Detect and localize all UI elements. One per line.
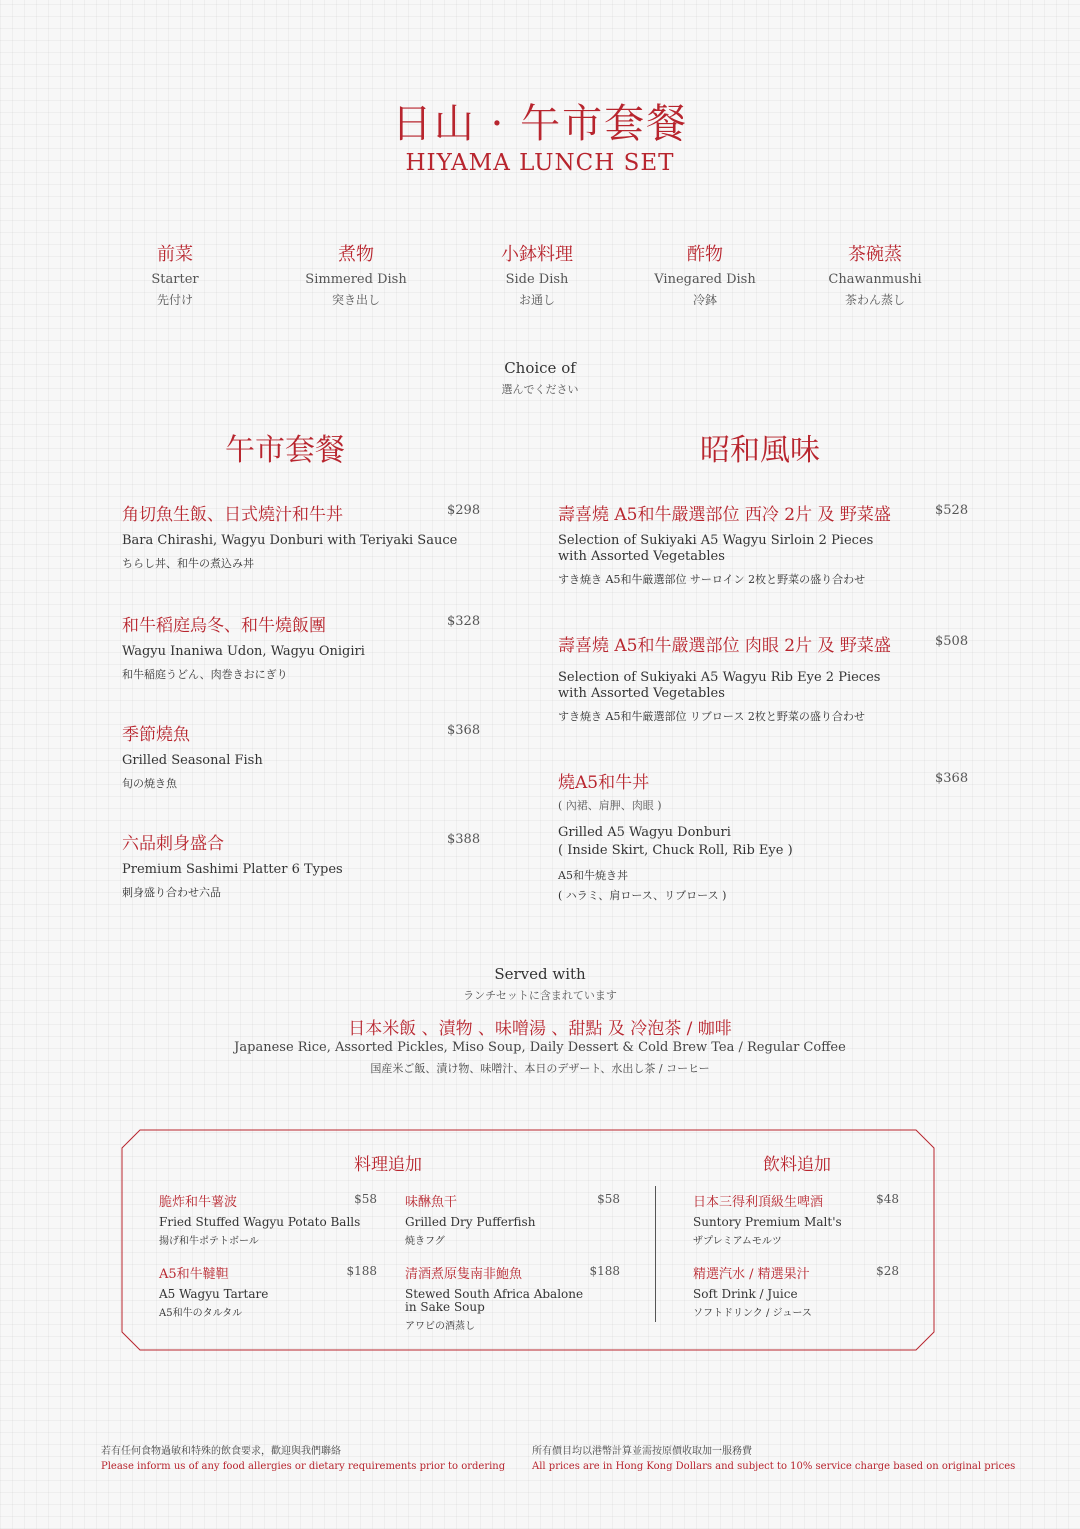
menu-item xyxy=(122,720,481,791)
course-name-cn: 前菜 xyxy=(157,244,193,265)
menu-item-desc-jp: 刺身盛り合わせ六品 xyxy=(122,886,221,899)
addon-item-jp: 焼きフグ xyxy=(405,1236,445,1247)
addon-item-jp: A5和牛のタルタル xyxy=(159,1308,243,1319)
menu-item-name: 燒A5和牛丼 xyxy=(558,773,650,793)
addon-item-name: 精選汽水 / 精選果汁 xyxy=(693,1267,810,1282)
allergy-notice-en: Please inform us of any food allergies or dietary requirements prior to ordering xyxy=(101,1461,506,1472)
course-side-dish xyxy=(447,240,627,308)
course-vinegared xyxy=(615,240,795,308)
menu-item xyxy=(122,611,481,682)
addon-item-en: Suntory Premium Malt's xyxy=(693,1215,842,1229)
menu-item-desc-en: Selection of Sukiyaki A5 Wagyu Rib Eye 2 Pieces with Assorted Vegetables xyxy=(558,670,881,701)
menu-item-price: $528 xyxy=(935,503,969,518)
menu-item-name: 角切魚生飯、日式燒汁和牛丼 xyxy=(122,505,343,525)
addon-drink-item xyxy=(693,1263,899,1319)
menu-item-desc-en: Premium Sashimi Platter 6 Types xyxy=(122,862,343,877)
addon-item-price: $58 xyxy=(354,1192,377,1206)
addon-item-price: $48 xyxy=(876,1192,899,1206)
addon-drink-item xyxy=(693,1191,899,1247)
addon-item-name: 味醂魚干 xyxy=(405,1195,458,1210)
allergy-notice xyxy=(101,1444,505,1474)
menu-item-desc-jp: 和牛稲庭うどん、肉巻きおにぎり xyxy=(122,668,288,681)
addon-item-name: A5和牛韃靼 xyxy=(159,1267,229,1282)
menu-item xyxy=(558,631,968,724)
menu-item-price: $328 xyxy=(447,614,481,629)
course-name-jp: 先付け xyxy=(156,293,193,307)
menu-item-desc-jp: すき焼き A5和牛厳選部位 サーロイン 2枚と野菜の盛り合わせ xyxy=(558,573,866,586)
menu-item-sub-cn: ( 內裙、肩胛、肉眼 ) xyxy=(558,799,662,812)
course-name-en: Side Dish xyxy=(505,272,569,287)
right-column-title: 昭和風味 xyxy=(700,433,820,468)
served-with-items-jp: 国産米ご飯、漬け物、味噌汁、本日のデザート、水出し茶 / コーヒー xyxy=(370,1062,710,1075)
addon-item-en: Grilled Dry Pufferfish xyxy=(405,1215,536,1229)
page-title: 日山 · 午市套餐 xyxy=(391,101,689,147)
menu-item-name: 和牛稻庭烏冬、和牛燒飯團 xyxy=(122,616,326,636)
addon-item-name: 日本三得利頂級生啤酒 xyxy=(693,1195,824,1210)
price-notice xyxy=(532,1444,1015,1474)
addon-item-jp: ソフトドリンク / ジュース xyxy=(693,1308,812,1319)
menu-item-desc-en: Selection of Sukiyaki A5 Wagyu Sirloin 2 Pieces with Assorted Vegetables xyxy=(558,533,874,564)
menu-item-desc-en: Grilled Seasonal Fish xyxy=(122,753,263,768)
addon-item xyxy=(405,1191,620,1247)
addon-item-en: Fried Stuffed Wagyu Potato Balls xyxy=(159,1215,361,1229)
price-notice-cn: 所有價目均以港幣計算並需按原價收取加一服務費 xyxy=(532,1446,752,1457)
course-simmered xyxy=(266,240,446,308)
addon-item-en: A5 Wagyu Tartare xyxy=(159,1287,269,1301)
course-name-jp: 冷鉢 xyxy=(692,293,717,307)
menu-item-name: 季節燒魚 xyxy=(122,725,190,745)
served-with-label-en: Served with xyxy=(494,965,586,983)
allergy-notice-cn: 若有任何食物過敏和特殊的飲食要求，歡迎與我們聯絡 xyxy=(101,1446,341,1457)
menu-item-price: $368 xyxy=(935,771,969,786)
menu-item-sub-jp: ( ハラミ、肩ロース、リブロース ) xyxy=(558,889,727,902)
menu-item-name: 壽喜燒 A5和牛嚴選部位 肉眼 2片 及 野菜盛 xyxy=(558,636,891,656)
left-column-title: 午市套餐 xyxy=(225,433,345,468)
menu-item-desc-en: Grilled A5 Wagyu Donburi xyxy=(558,825,731,840)
page-subtitle: HIYAMA LUNCH SET xyxy=(405,150,675,176)
menu-item-desc-jp: ちらし丼、和牛の煮込み丼 xyxy=(122,557,254,570)
addon-item-price: $188 xyxy=(346,1264,377,1278)
menu-item-price: $368 xyxy=(447,723,481,738)
menu-item xyxy=(122,829,481,900)
choice-label-jp: 選んでください xyxy=(501,383,579,396)
addon-item-jp: 揚げ和牛ポテトボール xyxy=(159,1236,259,1247)
course-chawanmushi xyxy=(785,240,965,308)
addon-drink-title: 飲料追加 xyxy=(763,1155,831,1175)
menu-item-desc-en: Bara Chirashi, Wagyu Donburi with Teriyaki Sauce xyxy=(122,533,458,548)
course-name-jp: 茶わん蒸し xyxy=(844,293,905,307)
menu-item xyxy=(558,768,968,903)
addon-item-en: Stewed South Africa Abalone in Sake Soup xyxy=(405,1287,584,1314)
course-starter xyxy=(85,240,265,308)
course-name-en: Simmered Dish xyxy=(305,272,407,287)
course-name-en: Vinegared Dish xyxy=(654,272,756,287)
course-name-cn: 茶碗蒸 xyxy=(848,244,902,265)
choice-label-en: Choice of xyxy=(504,359,576,377)
served-with-label-jp: ランチセットに含まれています xyxy=(463,989,617,1002)
addon-item-price: $28 xyxy=(876,1264,899,1278)
price-notice-en: All prices are in Hong Kong Dollars and subject to 10% service charge based on original prices xyxy=(532,1461,1016,1472)
menu-item xyxy=(558,500,968,587)
addon-item xyxy=(405,1263,620,1332)
served-with-items-en: Japanese Rice, Assorted Pickles, Miso Soup, Daily Dessert & Cold Brew Tea / Regular Coffee xyxy=(234,1040,846,1055)
course-name-en: Starter xyxy=(151,272,199,287)
course-name-cn: 酢物 xyxy=(687,244,723,265)
addon-item-price: $58 xyxy=(597,1192,620,1206)
menu-item-desc-jp: 旬の焼き魚 xyxy=(122,777,177,790)
addon-item-name: 清酒煮原隻南非鮑魚 xyxy=(405,1267,523,1282)
menu-item-price: $388 xyxy=(447,832,481,847)
addon-item-en: Soft Drink / Juice xyxy=(693,1287,798,1301)
course-name-jp: 突き出し xyxy=(331,293,380,307)
addon-item xyxy=(159,1191,377,1247)
addon-item-price: $188 xyxy=(589,1264,620,1278)
course-name-jp: お通し xyxy=(518,293,555,307)
addon-item-jp: アワビの酒蒸し xyxy=(405,1321,475,1332)
course-name-en: Chawanmushi xyxy=(828,272,922,287)
menu-item-desc-jp: A5和牛焼き丼 xyxy=(558,869,628,882)
menu-item-sub-en: ( Inside Skirt, Chuck Roll, Rib Eye ) xyxy=(558,843,793,858)
menu-item-desc-en: Wagyu Inaniwa Udon, Wagyu Onigiri xyxy=(122,644,365,659)
menu-item-name: 壽喜燒 A5和牛嚴選部位 西冷 2片 及 野菜盛 xyxy=(558,505,891,525)
addon-item-jp: ザプレミアムモルツ xyxy=(693,1236,782,1247)
course-name-cn: 煮物 xyxy=(338,244,374,265)
course-name-cn: 小鉢料理 xyxy=(501,244,573,265)
menu-item xyxy=(122,500,481,571)
addon-food-title: 料理追加 xyxy=(354,1155,422,1175)
menu-item-desc-jp: すき焼き A5和牛厳選部位 リブロース 2枚と野菜の盛り合わせ xyxy=(558,710,865,723)
menu-item-price: $508 xyxy=(935,634,969,649)
addon-item xyxy=(159,1263,377,1319)
menu-item-name: 六品刺身盛合 xyxy=(122,834,224,854)
menu-item-price: $298 xyxy=(447,503,481,518)
served-with-items-cn: 日本米飯 、漬物 、味噌湯 、甜點 及 冷泡茶 / 咖啡 xyxy=(348,1019,732,1039)
addon-divider xyxy=(655,1186,656,1322)
addon-item-name: 脆炸和牛薯波 xyxy=(159,1195,238,1210)
